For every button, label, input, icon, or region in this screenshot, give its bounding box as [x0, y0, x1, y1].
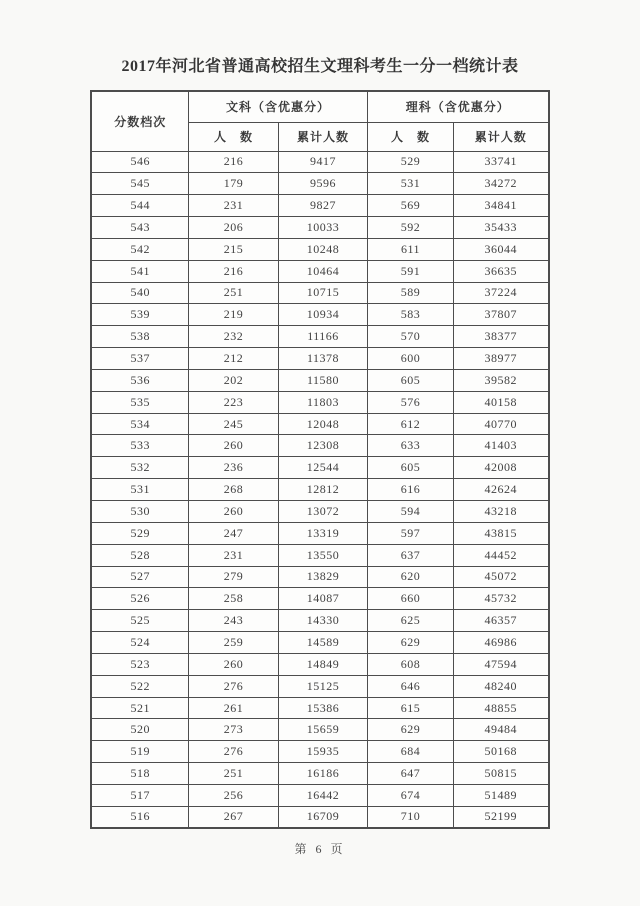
table-row [91, 697, 548, 719]
cell-arts-cumulative: 9417 [278, 151, 367, 173]
cell-arts-cumulative: 14849 [278, 653, 367, 675]
cell-arts-count: 268 [188, 479, 278, 501]
cell-science-count: 620 [368, 566, 454, 588]
cell-score-level: 543 [91, 217, 188, 239]
cell-arts-count: 243 [188, 610, 278, 632]
cell-arts-count: 267 [188, 806, 278, 828]
cell-science-cumulative: 47594 [454, 653, 549, 675]
cell-arts-count: 202 [188, 369, 278, 391]
table-row [91, 173, 548, 195]
cell-arts-count: 260 [188, 435, 278, 457]
cell-science-cumulative: 42624 [454, 479, 549, 501]
cell-science-count: 612 [368, 413, 454, 435]
cell-science-count: 647 [368, 763, 454, 785]
cell-score-level: 531 [91, 479, 188, 501]
cell-arts-count: 216 [188, 151, 278, 173]
cell-science-cumulative: 52199 [454, 806, 549, 828]
cell-arts-count: 236 [188, 457, 278, 479]
table-row [91, 675, 548, 697]
table-row [91, 806, 548, 828]
cell-science-count: 583 [368, 304, 454, 326]
table-row [91, 151, 548, 173]
cell-science-count: 615 [368, 697, 454, 719]
cell-score-level: 528 [91, 544, 188, 566]
cell-arts-cumulative: 12544 [278, 457, 367, 479]
cell-science-count: 629 [368, 719, 454, 741]
cell-science-cumulative: 44452 [454, 544, 549, 566]
cell-science-cumulative: 45732 [454, 588, 549, 610]
table-row [91, 282, 548, 304]
cell-arts-count: 259 [188, 632, 278, 654]
header-arts-group: 文科（含优惠分） [188, 91, 367, 122]
cell-score-level: 517 [91, 784, 188, 806]
cell-arts-cumulative: 13829 [278, 566, 367, 588]
cell-score-level: 516 [91, 806, 188, 828]
header-arts-count: 人 数 [188, 122, 278, 151]
cell-science-count: 616 [368, 479, 454, 501]
cell-score-level: 538 [91, 326, 188, 348]
cell-arts-count: 179 [188, 173, 278, 195]
cell-science-cumulative: 36044 [454, 238, 549, 260]
cell-arts-cumulative: 16186 [278, 763, 367, 785]
table-row [91, 719, 548, 741]
cell-arts-count: 219 [188, 304, 278, 326]
table-row [91, 238, 548, 260]
cell-science-count: 625 [368, 610, 454, 632]
cell-science-cumulative: 50815 [454, 763, 549, 785]
cell-arts-cumulative: 10033 [278, 217, 367, 239]
cell-arts-cumulative: 14330 [278, 610, 367, 632]
cell-science-count: 710 [368, 806, 454, 828]
cell-science-count: 674 [368, 784, 454, 806]
table-row [91, 632, 548, 654]
cell-science-count: 608 [368, 653, 454, 675]
cell-score-level: 532 [91, 457, 188, 479]
header-science-cumulative: 累计人数 [454, 122, 549, 151]
header-science-group: 理科（含优惠分） [368, 91, 549, 122]
table-row [91, 610, 548, 632]
cell-arts-cumulative: 16709 [278, 806, 367, 828]
table-row [91, 391, 548, 413]
cell-score-level: 518 [91, 763, 188, 785]
cell-arts-cumulative: 13550 [278, 544, 367, 566]
table-row [91, 413, 548, 435]
cell-arts-count: 261 [188, 697, 278, 719]
cell-arts-count: 231 [188, 195, 278, 217]
cell-science-count: 597 [368, 522, 454, 544]
cell-science-cumulative: 40158 [454, 391, 549, 413]
table-row [91, 522, 548, 544]
table-row [91, 457, 548, 479]
table-header [91, 91, 548, 151]
cell-arts-cumulative: 10248 [278, 238, 367, 260]
cell-arts-cumulative: 11378 [278, 348, 367, 370]
table-row [91, 566, 548, 588]
cell-arts-count: 215 [188, 238, 278, 260]
table-row [91, 435, 548, 457]
table-row [91, 784, 548, 806]
table-row [91, 501, 548, 523]
cell-arts-count: 231 [188, 544, 278, 566]
cell-arts-count: 247 [188, 522, 278, 544]
cell-arts-cumulative: 15386 [278, 697, 367, 719]
cell-arts-count: 223 [188, 391, 278, 413]
cell-science-cumulative: 46357 [454, 610, 549, 632]
cell-score-level: 534 [91, 413, 188, 435]
cell-science-cumulative: 48855 [454, 697, 549, 719]
cell-science-cumulative: 50168 [454, 741, 549, 763]
cell-science-count: 569 [368, 195, 454, 217]
cell-score-level: 526 [91, 588, 188, 610]
cell-science-cumulative: 39582 [454, 369, 549, 391]
cell-arts-count: 256 [188, 784, 278, 806]
cell-science-count: 570 [368, 326, 454, 348]
cell-science-cumulative: 43815 [454, 522, 549, 544]
cell-science-count: 633 [368, 435, 454, 457]
cell-arts-count: 276 [188, 675, 278, 697]
cell-science-count: 600 [368, 348, 454, 370]
cell-arts-cumulative: 9596 [278, 173, 367, 195]
page-number: 第 6 页 [294, 842, 346, 857]
cell-score-level: 521 [91, 697, 188, 719]
cell-science-count: 589 [368, 282, 454, 304]
cell-science-cumulative: 34272 [454, 173, 549, 195]
cell-score-level: 524 [91, 632, 188, 654]
header-score-level: 分数档次 [91, 91, 188, 151]
cell-science-count: 605 [368, 369, 454, 391]
cell-science-count: 637 [368, 544, 454, 566]
cell-arts-cumulative: 16442 [278, 784, 367, 806]
table-row [91, 217, 548, 239]
table-row [91, 763, 548, 785]
cell-arts-cumulative: 12812 [278, 479, 367, 501]
cell-arts-count: 273 [188, 719, 278, 741]
cell-science-cumulative: 33741 [454, 151, 549, 173]
header-row-groups [91, 91, 548, 122]
cell-science-count: 529 [368, 151, 454, 173]
cell-score-level: 527 [91, 566, 188, 588]
cell-score-level: 530 [91, 501, 188, 523]
cell-score-level: 541 [91, 260, 188, 282]
cell-science-cumulative: 43218 [454, 501, 549, 523]
table-body [91, 151, 548, 828]
cell-science-cumulative: 36635 [454, 260, 549, 282]
cell-science-count: 592 [368, 217, 454, 239]
cell-science-count: 684 [368, 741, 454, 763]
header-arts-cumulative: 累计人数 [278, 122, 367, 151]
cell-science-count: 576 [368, 391, 454, 413]
cell-score-level: 533 [91, 435, 188, 457]
cell-science-cumulative: 37224 [454, 282, 549, 304]
cell-science-count: 660 [368, 588, 454, 610]
cell-arts-cumulative: 14589 [278, 632, 367, 654]
cell-arts-count: 260 [188, 501, 278, 523]
cell-science-count: 611 [368, 238, 454, 260]
header-science-count: 人 数 [368, 122, 454, 151]
cell-arts-cumulative: 11166 [278, 326, 367, 348]
cell-score-level: 545 [91, 173, 188, 195]
cell-arts-cumulative: 10715 [278, 282, 367, 304]
cell-arts-cumulative: 15125 [278, 675, 367, 697]
table-row [91, 348, 548, 370]
cell-arts-cumulative: 9827 [278, 195, 367, 217]
cell-science-count: 629 [368, 632, 454, 654]
cell-science-cumulative: 37807 [454, 304, 549, 326]
cell-score-level: 519 [91, 741, 188, 763]
cell-science-cumulative: 34841 [454, 195, 549, 217]
cell-arts-count: 260 [188, 653, 278, 675]
cell-arts-cumulative: 13319 [278, 522, 367, 544]
cell-science-cumulative: 48240 [454, 675, 549, 697]
page-title: 2017年河北省普通高校招生文理科考生一分一档统计表 [121, 58, 519, 75]
cell-arts-count: 212 [188, 348, 278, 370]
cell-arts-count: 251 [188, 763, 278, 785]
cell-arts-cumulative: 10934 [278, 304, 367, 326]
cell-arts-count: 276 [188, 741, 278, 763]
cell-arts-cumulative: 12308 [278, 435, 367, 457]
cell-science-cumulative: 38377 [454, 326, 549, 348]
table-row [91, 260, 548, 282]
cell-score-level: 542 [91, 238, 188, 260]
cell-science-cumulative: 41403 [454, 435, 549, 457]
table-row [91, 544, 548, 566]
table-row [91, 326, 548, 348]
cell-score-level: 535 [91, 391, 188, 413]
cell-arts-cumulative: 12048 [278, 413, 367, 435]
cell-arts-cumulative: 10464 [278, 260, 367, 282]
cell-score-level: 539 [91, 304, 188, 326]
cell-science-count: 531 [368, 173, 454, 195]
cell-science-cumulative: 35433 [454, 217, 549, 239]
table-row [91, 741, 548, 763]
cell-score-level: 529 [91, 522, 188, 544]
cell-score-level: 537 [91, 348, 188, 370]
cell-arts-count: 279 [188, 566, 278, 588]
cell-score-level: 536 [91, 369, 188, 391]
cell-arts-count: 258 [188, 588, 278, 610]
cell-science-cumulative: 45072 [454, 566, 549, 588]
cell-arts-count: 245 [188, 413, 278, 435]
cell-score-level: 522 [91, 675, 188, 697]
cell-arts-cumulative: 11803 [278, 391, 367, 413]
cell-arts-count: 206 [188, 217, 278, 239]
cell-science-cumulative: 42008 [454, 457, 549, 479]
cell-arts-cumulative: 11580 [278, 369, 367, 391]
cell-arts-count: 251 [188, 282, 278, 304]
cell-arts-count: 216 [188, 260, 278, 282]
cell-score-level: 546 [91, 151, 188, 173]
cell-science-cumulative: 51489 [454, 784, 549, 806]
table-row [91, 653, 548, 675]
cell-science-count: 591 [368, 260, 454, 282]
cell-score-level: 520 [91, 719, 188, 741]
cell-science-cumulative: 46986 [454, 632, 549, 654]
cell-science-cumulative: 38977 [454, 348, 549, 370]
cell-score-level: 523 [91, 653, 188, 675]
cell-science-count: 594 [368, 501, 454, 523]
cell-science-count: 605 [368, 457, 454, 479]
cell-science-count: 646 [368, 675, 454, 697]
cell-score-level: 525 [91, 610, 188, 632]
cell-science-cumulative: 40770 [454, 413, 549, 435]
score-distribution-table [90, 90, 549, 829]
table-row [91, 369, 548, 391]
cell-arts-cumulative: 14087 [278, 588, 367, 610]
cell-arts-count: 232 [188, 326, 278, 348]
table-row [91, 588, 548, 610]
cell-arts-cumulative: 13072 [278, 501, 367, 523]
cell-score-level: 540 [91, 282, 188, 304]
cell-science-cumulative: 49484 [454, 719, 549, 741]
cell-score-level: 544 [91, 195, 188, 217]
table-row [91, 195, 548, 217]
cell-arts-cumulative: 15659 [278, 719, 367, 741]
cell-arts-cumulative: 15935 [278, 741, 367, 763]
table-row [91, 479, 548, 501]
table-row [91, 304, 548, 326]
